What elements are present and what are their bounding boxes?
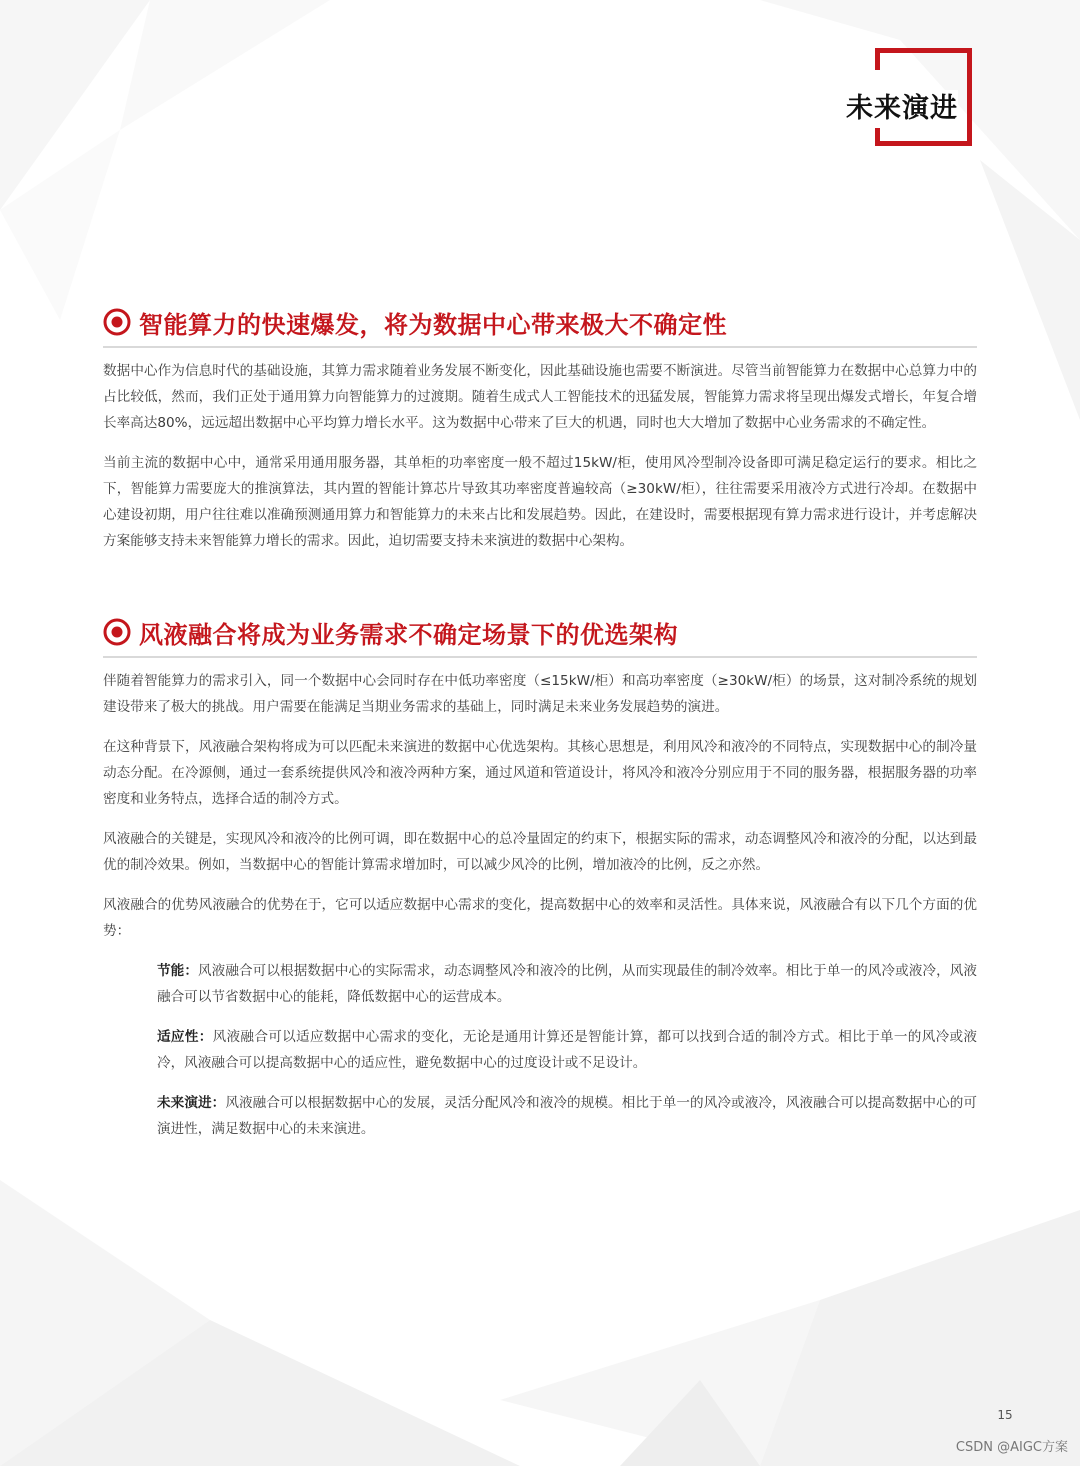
target-icon (103, 618, 131, 646)
page-content (103, 302, 977, 1156)
advantage-text: 风液融合可以适应数据中心需求的变化，无论是通用计算还是智能计算，都可以找到合适的制冷方式。相比于单一的风冷或液冷，风液融合可以提高数据中心的适应性，避免数据中心的过度设计或不足设计。 (157, 1029, 978, 1071)
advantage-label: 未来演进： (157, 1095, 226, 1111)
advantage-text: 风液融合可以根据数据中心的实际需求，动态调整风冷和液冷的比例，从而实现最佳的制冷效率。相比于单一的风冷或液冷，风液融合可以节省数据中心的能耗，降低数据中心的运营成本。 (157, 963, 978, 1005)
paragraph: 风液融合的关键是，实现风冷和液冷的比例可调，即在数据中心的总冷量固定的约束下，根据实际的需求，动态调整风冷和液冷的分配，以达到最优的制冷效果。例如，当数据中心的智能计算需求增加时，可以减少风冷的比例，增加液冷的比例，反之亦然。 (103, 831, 977, 873)
section-2 (103, 612, 977, 1142)
section-tag: 未来演进 (846, 90, 958, 128)
advantage-label: 节能： (157, 963, 199, 979)
page-number: 15 (997, 1408, 1013, 1422)
watermark: CSDN @AIGC方案 (955, 1440, 1068, 1455)
section-1 (103, 302, 977, 554)
heading-divider (103, 656, 977, 658)
advantage-label: 适应性： (157, 1029, 213, 1045)
section-heading-text: 风液融合将成为业务需求不确定场景下的优选架构 (139, 620, 678, 649)
target-icon (103, 308, 131, 336)
advantage-list (157, 958, 977, 1142)
advantage-text: 风液融合可以根据数据中心的发展，灵活分配风冷和液冷的规模。相比于单一的风冷或液冷，风液融合可以提高数据中心的可演进性，满足数据中心的未来演进。 (157, 1095, 978, 1137)
section-heading (103, 302, 977, 342)
paragraph: 在这种背景下，风液融合架构将成为可以匹配未来演进的数据中心优选架构。其核心思想是，利用风冷和液冷的不同特点，实现数据中心的制冷量动态分配。在冷源侧，通过一套系统提供风冷和液冷两种方案，通过风道和管道设计，将风冷和液冷分别应用于不同的服务器，根据服务器的功率密度和业务特点，选择合适的制冷方式。 (103, 739, 977, 807)
paragraph: 数据中心作为信息时代的基础设施，其算力需求随着业务发展不断变化，因此基础设施也需要不断演进。尽管当前智能算力在数据中心总算力中的占比较低，然而，我们正处于通用算力向智能算力的过渡期。随着生成式人工智能技术的迅猛发展，智能算力需求将呈现出爆发式增长，年复合增长率高达80%，远远超出数据中心平均算力增长水平。这为数据中心带来了巨大的机遇，同时也大大增加了数据中心业务需求的不确定性。 (103, 363, 977, 431)
paragraph: 伴随着智能算力的需求引入，同一个数据中心会同时存在中低功率密度（≤15kW/柜）和高功率密度（≥30kW/柜）的场景，这对制冷系统的规划建设带来了极大的挑战。用户需要在能满足当期业务需求的基础上，同时满足未来业务发展趋势的演进。 (103, 673, 977, 715)
advantage-item (157, 958, 977, 1010)
paragraph: 当前主流的数据中心中，通常采用通用服务器，其单柜的功率密度一般不超过15kW/柜，使用风冷型制冷设备即可满足稳定运行的要求。相比之下，智能算力需要庞大的推演算法，其内置的智能计算芯片导致其功率密度普遍较高（≥30kW/柜），往往需要采用液冷方式进行冷却。在数据中心建设初期，用户往往难以准确预测通用算力和智能算力的未来占比和发展趋势。因此，在建设时，需要根据现有算力需求进行设计，并考虑解决方案能够支持未来智能算力增长的需求。因此，迫切需要支持未来演进的数据中心架构。 (103, 455, 977, 549)
section-heading (103, 612, 977, 652)
heading-divider (103, 346, 977, 348)
advantage-item (157, 1024, 977, 1076)
section-heading-text: 智能算力的快速爆发，将为数据中心带来极大不确定性 (139, 310, 727, 339)
paragraph: 风液融合的优势风液融合的优势在于，它可以适应数据中心需求的变化，提高数据中心的效率和灵活性。具体来说，风液融合有以下几个方面的优势： (103, 897, 977, 939)
advantage-item (157, 1090, 977, 1142)
